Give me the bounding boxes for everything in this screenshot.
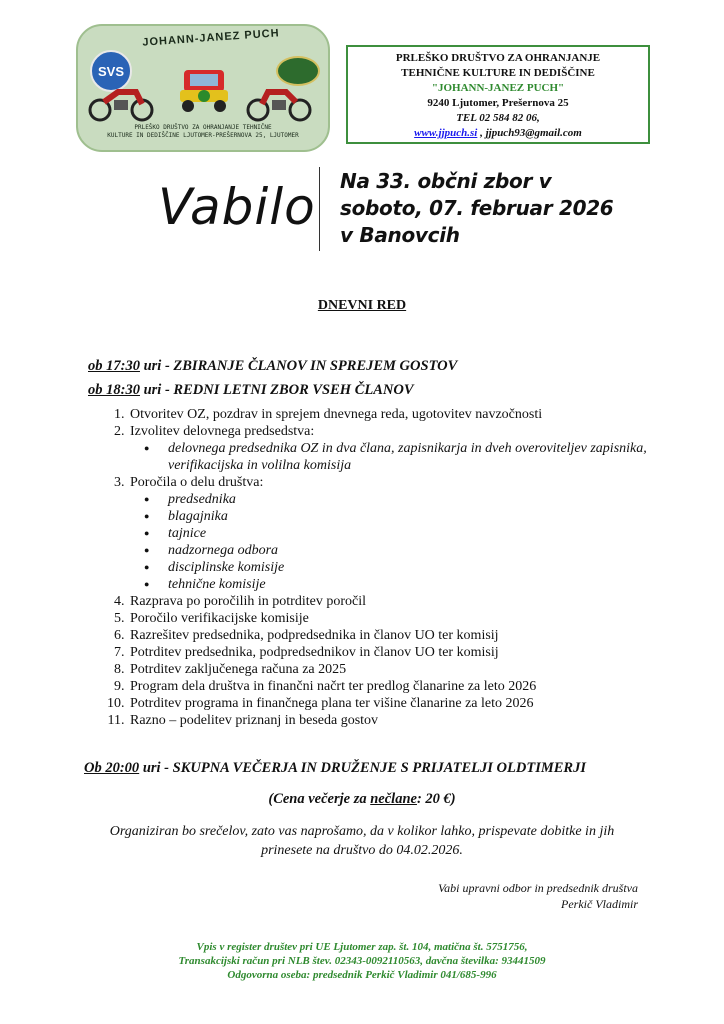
agenda-item: 10. Potrditev programa in finančnega plana ter višine članarine za leto 2026 — [128, 695, 688, 712]
agenda-item: 11. Razno – podelitev priznanj in beseda gostov — [128, 712, 688, 729]
agenda-item: 5. Poročilo verifikacijske komisije — [128, 610, 688, 627]
slot-text: uri - REDNI LETNI ZBOR VSEH ČLANOV — [139, 382, 414, 398]
agenda-subitem: ● delovnega predsednika OZ in dva člana, zapisnikarja in dveh overoviteljev zapisnika, verifikacijska in volilna komisija — [154, 440, 688, 474]
raffle-note: Organiziran bo srečelov, zato vas naprošamo, da v kolikor lahko, prispevate dobitke in jih prinesete na društvo do 04.02.2026. — [109, 824, 615, 858]
agenda-sublist — [130, 440, 688, 474]
dinner-time: Ob 20:00 — [84, 760, 140, 776]
motorcycle-right-icon — [246, 82, 312, 122]
oldtimer-car-icon — [176, 66, 232, 114]
society-short-name: "JOHANN-JANEZ PUCH" — [431, 82, 565, 94]
agenda-subitem: ● nadzornega odbora — [154, 542, 688, 559]
title-divider — [319, 167, 320, 251]
logo-caption-line-1: PRLEŠKO DRUŠTVO ZA OHRANJANJE TEHNIČNE — [134, 124, 272, 131]
society-address: 9240 Ljutomer, Prešernova 25 — [427, 97, 569, 109]
agenda-item: 8. Potrditev zaključenega računa za 2025 — [128, 661, 688, 678]
invitation-title: Vabilo — [158, 178, 316, 236]
schedule-slot-1730 — [88, 358, 457, 375]
logo-arc-text: JOHANN-JANEZ PUCH — [142, 27, 280, 49]
society-contacts — [348, 126, 648, 141]
dinner-text: uri - SKUPNA VEČERJA IN DRUŽENJE S PRIJATELJI OLDTIMERJI — [139, 760, 586, 776]
logo-caption-line-2: KULTURE IN DEDIŠČINE LJUTOMER-PREŠERNOVA 25, LJUTOMER — [107, 132, 299, 139]
footer-line-2: Transakcijski račun pri NLB štev. 02343-0092110563, davčna številka: 93441509 — [178, 955, 546, 967]
signature-line-1: Vabi upravni odbor in predsednik društva — [438, 881, 638, 895]
registration-footer — [0, 940, 724, 982]
invitation-subtitle — [340, 168, 613, 249]
price-text-underlined: nečlane — [370, 791, 417, 807]
signature-line-2: Perkič Vladimir — [561, 897, 638, 911]
footer-line-1: Vpis v register društev pri UE Ljutomer zap. št. 104, matična št. 5751756, — [196, 941, 528, 953]
society-address-box — [346, 45, 650, 144]
society-name-line-1: PRLEŠKO DRUŠTVO ZA OHRANJANJE — [395, 52, 601, 64]
invitation-line-3: v Banovcih — [340, 223, 460, 247]
club-logo — [76, 24, 330, 152]
agenda-item: 6. Razrešitev predsednika, podpredsednika in članov UO ter komisij — [128, 627, 688, 644]
dinner-slot — [84, 760, 586, 777]
schedule-slot-1830 — [88, 382, 414, 399]
agenda-subitem: ● blagajnika — [154, 508, 688, 525]
slot-time: ob 18:30 — [88, 382, 140, 398]
agenda-subitem: ● predsednika — [154, 491, 688, 508]
motorcycle-left-icon — [88, 82, 154, 122]
agenda-list — [88, 406, 688, 729]
agenda-item-text: Izvolitev delovnega predsedstva: — [130, 424, 315, 439]
agenda-sublist — [130, 491, 688, 593]
logo-caption — [96, 124, 310, 140]
dinner-price — [0, 791, 724, 808]
agenda-item — [128, 423, 688, 474]
agenda-subitem: ● tehnične komisije — [154, 576, 688, 593]
society-name-line-2: TEHNIČNE KULTURE IN DEDIŠČINE — [401, 67, 595, 79]
svs-badge-text: SVS — [97, 63, 124, 79]
website-link[interactable]: www.jjpuch.si — [414, 127, 478, 139]
society-phone: TEL 02 584 82 06, — [456, 112, 540, 124]
agenda-item: 4. Razprava po poročilih in potrditev poročil — [128, 593, 688, 610]
agenda-item-text: Poročila o delu društva: — [130, 475, 264, 490]
agenda-item: 1. Otvoritev OZ, pozdrav in sprejem dnevnega reda, ugotovitev navzočnosti — [128, 406, 688, 423]
agenda-item: 9. Program dela društva in finančni načrt ter predlog članarine za leto 2026 — [128, 678, 688, 695]
footer-line-3: Odgovorna oseba: predsednik Perkič Vladimir 041/685-996 — [227, 969, 497, 981]
agenda-subitem: ● tajnice — [154, 525, 688, 542]
agenda-subitem: ● disciplinske komisije — [154, 559, 688, 576]
slot-time: ob 17:30 — [88, 358, 140, 374]
agenda-item: 7. Potrditev predsednika, podpredsednikov in članov UO ter komisij — [128, 644, 688, 661]
email-text: , jjpuch93@gmail.com — [477, 127, 582, 139]
signature-block — [438, 880, 638, 912]
slot-text: uri - ZBIRANJE ČLANOV IN SPREJEM GOSTOV — [139, 358, 458, 374]
price-text-before: (Cena večerje za — [268, 791, 371, 807]
price-text-after: : 20 €) — [416, 791, 456, 807]
agenda-item — [128, 474, 688, 593]
agenda-heading: DNEVNI RED — [317, 298, 407, 313]
invitation-line-2: soboto, 07. februar 2026 — [340, 196, 614, 220]
invitation-line-1: Na 33. občni zbor v — [340, 169, 552, 193]
